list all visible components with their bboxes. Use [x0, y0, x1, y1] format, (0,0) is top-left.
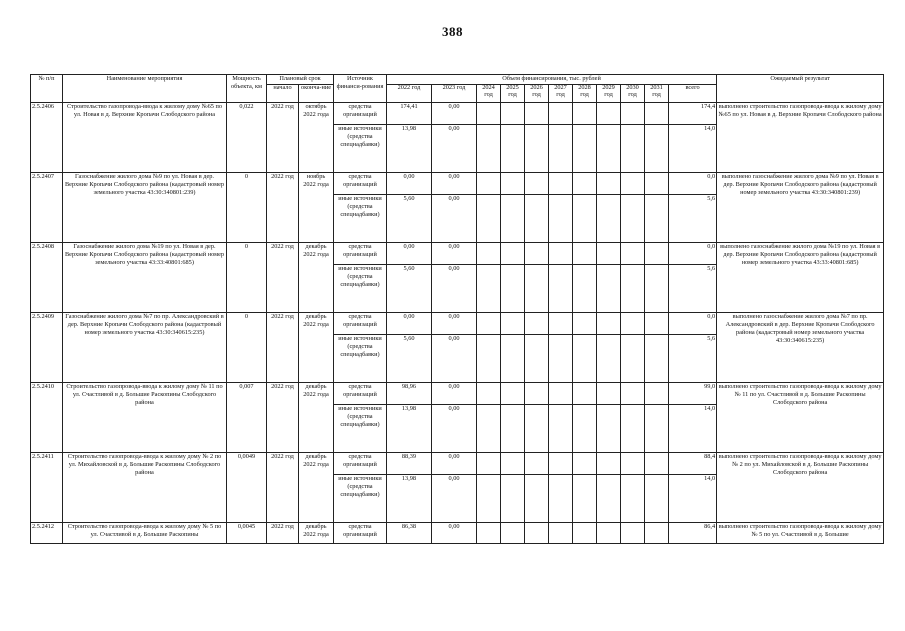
row-id: 2.5.2407: [31, 173, 63, 243]
empty-cell: [525, 475, 549, 523]
empty-cell: [525, 335, 549, 383]
empty-cell: [621, 103, 645, 125]
empty-cell: [573, 125, 597, 173]
row-start: 2022 год: [267, 523, 299, 544]
empty-cell: [525, 195, 549, 243]
row-2023-orgs: 0,00: [432, 243, 477, 265]
row-end: декабрь 2022 года: [299, 383, 334, 453]
col-header-2022: 2022 год: [387, 85, 432, 103]
empty-cell: [621, 523, 645, 544]
empty-cell: [525, 103, 549, 125]
row-result: выполнено строительство газопровода-ввода к жилому дому №65 по ул. Новая в д. Верхние Кропачи Слободского района: [717, 103, 884, 173]
col-header-2023: 2023 год: [432, 85, 477, 103]
row-2023-other: 0,00: [432, 475, 477, 523]
empty-cell: [549, 523, 573, 544]
row-capacity: 0,022: [227, 103, 267, 173]
empty-cell: [573, 523, 597, 544]
empty-cell: [645, 125, 669, 173]
row-end: ноябрь 2022 года: [299, 173, 334, 243]
empty-cell: [597, 383, 621, 405]
empty-cell: [597, 265, 621, 313]
empty-cell: [477, 265, 501, 313]
empty-cell: [621, 335, 645, 383]
col-header-2029: 2029 год: [597, 85, 621, 103]
row-capacity: 0: [227, 173, 267, 243]
empty-cell: [549, 103, 573, 125]
empty-cell: [621, 313, 645, 335]
empty-cell: [621, 243, 645, 265]
row-result: выполнено газоснабжение жилого дома №7 по пр. Александровский в дер. Верхние Кропачи Слободского района (кадастровый номер земельного участка 43:30:340615:235): [717, 313, 884, 383]
empty-cell: [549, 383, 573, 405]
table-row: [31, 383, 884, 405]
empty-cell: [501, 103, 525, 125]
empty-cell: [573, 195, 597, 243]
empty-cell: [477, 475, 501, 523]
empty-cell: [549, 173, 573, 195]
row-total-other: 14,0: [669, 405, 717, 453]
empty-cell: [597, 103, 621, 125]
table-row: [31, 523, 884, 544]
empty-cell: [645, 173, 669, 195]
empty-cell: [549, 243, 573, 265]
empty-cell: [621, 475, 645, 523]
row-2023-orgs: 0,00: [432, 523, 477, 544]
empty-cell: [573, 103, 597, 125]
empty-cell: [645, 265, 669, 313]
empty-cell: [549, 405, 573, 453]
empty-cell: [525, 405, 549, 453]
row-total-orgs: 0,0: [669, 313, 717, 335]
empty-cell: [621, 173, 645, 195]
row-name: Газоснабжение жилого дома №7 по пр. Александровский в дер. Верхние Кропачи Слободского района (кадастровый номер земельного участка 43:30:340615:235): [63, 313, 227, 383]
row-name: Строительство газопровода-ввода к жилому дому № 2 по ул. Михайловской в д. Большие Раскопины Слободского района: [63, 453, 227, 523]
row-id: 2.5.2412: [31, 523, 63, 544]
empty-cell: [549, 335, 573, 383]
empty-cell: [573, 383, 597, 405]
empty-cell: [501, 173, 525, 195]
table-row: [31, 313, 884, 335]
row-capacity: 0,0045: [227, 523, 267, 544]
col-header-funding: Объем финансирования, тыс. рублей: [387, 75, 717, 85]
table-row: [31, 103, 884, 125]
empty-cell: [645, 405, 669, 453]
empty-cell: [525, 243, 549, 265]
row-end: декабрь 2022 года: [299, 313, 334, 383]
col-header-2024: 2024 год: [477, 85, 501, 103]
empty-cell: [597, 523, 621, 544]
col-header-2031: 2031 год: [645, 85, 669, 103]
empty-cell: [597, 453, 621, 475]
empty-cell: [549, 475, 573, 523]
empty-cell: [597, 243, 621, 265]
table-row: [31, 173, 884, 195]
row-result: выполнено строительство газопровода-ввода к жилому дому № 11 по ул. Счастливой в д. Большие Раскопины Слободского района: [717, 383, 884, 453]
row-start: 2022 год: [267, 453, 299, 523]
empty-cell: [597, 335, 621, 383]
empty-cell: [501, 475, 525, 523]
table-row: [31, 243, 884, 265]
empty-cell: [597, 313, 621, 335]
row-2022-other: 13,98: [387, 475, 432, 523]
empty-cell: [573, 405, 597, 453]
empty-cell: [525, 173, 549, 195]
page-number: 388: [442, 24, 463, 39]
empty-cell: [573, 335, 597, 383]
row-capacity: 0: [227, 243, 267, 313]
empty-cell: [597, 475, 621, 523]
row-source-orgs: средства организаций: [334, 383, 387, 405]
row-2023-orgs: 0,00: [432, 173, 477, 195]
empty-cell: [621, 265, 645, 313]
col-header-name: Наименование мероприятия: [63, 75, 227, 103]
table-header: [31, 75, 884, 103]
col-header-no: № п/п: [31, 75, 63, 103]
row-source-other: иные источники (средства спецнадбавки): [334, 335, 387, 383]
empty-cell: [597, 405, 621, 453]
row-2022-other: 5,60: [387, 195, 432, 243]
row-2022-orgs: 0,00: [387, 243, 432, 265]
empty-cell: [525, 383, 549, 405]
empty-cell: [501, 453, 525, 475]
col-header-2030: 2030 год: [621, 85, 645, 103]
row-name: Строительство газопровода-ввода к жилому дому № 11 по ул. Счастливой в д. Большие Раскопины Слободского района: [63, 383, 227, 453]
row-total-orgs: 99,0: [669, 383, 717, 405]
row-total-other: 5,6: [669, 265, 717, 313]
table-row: [31, 453, 884, 475]
row-total-other: 5,6: [669, 335, 717, 383]
col-header-2028: 2028 год: [573, 85, 597, 103]
row-name: Газоснабжение жилого дома №9 по ул. Новая в дер. Верхние Кропачи Слободского района (кадастровый номер земельного участка 43:30:340801:239): [63, 173, 227, 243]
row-start: 2022 год: [267, 243, 299, 313]
row-id: 2.5.2411: [31, 453, 63, 523]
row-id: 2.5.2406: [31, 103, 63, 173]
row-2023-orgs: 0,00: [432, 313, 477, 335]
row-total-orgs: 174,4: [669, 103, 717, 125]
row-2022-other: 5,60: [387, 265, 432, 313]
empty-cell: [549, 453, 573, 475]
row-start: 2022 год: [267, 383, 299, 453]
row-source-other: иные источники (средства спецнадбавки): [334, 195, 387, 243]
row-id: 2.5.2410: [31, 383, 63, 453]
empty-cell: [645, 243, 669, 265]
empty-cell: [477, 335, 501, 383]
empty-cell: [525, 313, 549, 335]
empty-cell: [645, 313, 669, 335]
empty-cell: [573, 313, 597, 335]
empty-cell: [477, 453, 501, 475]
empty-cell: [525, 265, 549, 313]
row-2022-other: 13,98: [387, 405, 432, 453]
empty-cell: [501, 383, 525, 405]
row-source-other: иные источники (средства спецнадбавки): [334, 405, 387, 453]
row-2023-other: 0,00: [432, 265, 477, 313]
row-end: декабрь 2022 года: [299, 523, 334, 544]
row-2022-orgs: 86,38: [387, 523, 432, 544]
row-2023-other: 0,00: [432, 405, 477, 453]
row-source-orgs: средства организаций: [334, 313, 387, 335]
row-end: декабрь 2022 года: [299, 453, 334, 523]
empty-cell: [525, 125, 549, 173]
row-name: Строительство газопровода-ввода к жилому дому №65 по ул. Новая в д. Верхние Кропачи Слободского района: [63, 103, 227, 173]
empty-cell: [549, 195, 573, 243]
empty-cell: [621, 453, 645, 475]
row-id: 2.5.2409: [31, 313, 63, 383]
row-source-orgs: средства организаций: [334, 243, 387, 265]
col-header-start: начало: [267, 85, 299, 103]
empty-cell: [501, 313, 525, 335]
row-capacity: 0,0049: [227, 453, 267, 523]
col-header-result: Ожидаемый результат: [717, 75, 884, 103]
row-end: октябрь 2022 года: [299, 103, 334, 173]
row-2022-orgs: 98,96: [387, 383, 432, 405]
empty-cell: [501, 195, 525, 243]
row-2023-orgs: 0,00: [432, 103, 477, 125]
empty-cell: [573, 265, 597, 313]
row-start: 2022 год: [267, 313, 299, 383]
row-2023-other: 0,00: [432, 195, 477, 243]
row-2022-orgs: 88,39: [387, 453, 432, 475]
empty-cell: [549, 125, 573, 173]
row-end: декабрь 2022 года: [299, 243, 334, 313]
row-total-other: 14,0: [669, 475, 717, 523]
row-name: Газоснабжение жилого дома №19 по ул. Новая в дер. Верхние Кропачи Слободского района (кадастровый номер земельного участка 43:33:40801:685): [63, 243, 227, 313]
row-source-orgs: средства организаций: [334, 523, 387, 544]
row-2023-other: 0,00: [432, 125, 477, 173]
col-header-2027: 2027 год: [549, 85, 573, 103]
row-start: 2022 год: [267, 103, 299, 173]
empty-cell: [549, 313, 573, 335]
empty-cell: [597, 125, 621, 173]
row-total-orgs: 86,4: [669, 523, 717, 544]
row-total-other: 5,6: [669, 195, 717, 243]
row-result: выполнено строительство газопровода-ввода к жилому дому № 2 по ул. Михайловской в д. Большие Раскопины Слободского района: [717, 453, 884, 523]
row-total-other: 14,0: [669, 125, 717, 173]
row-result: выполнено газоснабжение жилого дома №9 по ул. Новая в дер. Верхние Кропачи Слободского района (кадастровый номер земельного участка 43:30:340801:239): [717, 173, 884, 243]
row-result: выполнено строительство газопровода-ввода к жилому дому № 5 по ул. Счастливой в д. Большие: [717, 523, 884, 544]
empty-cell: [645, 335, 669, 383]
row-source-other: иные источники (средства спецнадбавки): [334, 475, 387, 523]
empty-cell: [501, 523, 525, 544]
empty-cell: [477, 523, 501, 544]
empty-cell: [573, 243, 597, 265]
empty-cell: [501, 335, 525, 383]
empty-cell: [501, 243, 525, 265]
table-body: [31, 103, 884, 544]
empty-cell: [573, 453, 597, 475]
empty-cell: [645, 383, 669, 405]
row-name: Строительство газопровода-ввода к жилому дому № 5 по ул. Счастливой в д. Большие Раскопины: [63, 523, 227, 544]
row-id: 2.5.2408: [31, 243, 63, 313]
col-header-total: всего: [669, 85, 717, 103]
row-total-orgs: 0,0: [669, 173, 717, 195]
empty-cell: [477, 195, 501, 243]
col-header-end: оконча-ние: [299, 85, 334, 103]
empty-cell: [477, 313, 501, 335]
row-source-other: иные источники (средства спецнадбавки): [334, 125, 387, 173]
empty-cell: [549, 265, 573, 313]
empty-cell: [477, 103, 501, 125]
row-total-orgs: 0,0: [669, 243, 717, 265]
funding-table: [30, 74, 884, 544]
empty-cell: [477, 125, 501, 173]
empty-cell: [597, 173, 621, 195]
col-header-source: Источник финанси-рования: [334, 75, 387, 103]
row-source-orgs: средства организаций: [334, 173, 387, 195]
row-2022-orgs: 174,41: [387, 103, 432, 125]
empty-cell: [645, 523, 669, 544]
empty-cell: [477, 383, 501, 405]
empty-cell: [501, 125, 525, 173]
row-start: 2022 год: [267, 173, 299, 243]
empty-cell: [573, 173, 597, 195]
empty-cell: [645, 453, 669, 475]
empty-cell: [477, 173, 501, 195]
empty-cell: [525, 523, 549, 544]
row-2022-other: 5,60: [387, 335, 432, 383]
row-2023-other: 0,00: [432, 335, 477, 383]
row-source-other: иные источники (средства спецнадбавки): [334, 265, 387, 313]
empty-cell: [621, 125, 645, 173]
row-source-orgs: средства организаций: [334, 103, 387, 125]
row-2022-other: 13,98: [387, 125, 432, 173]
col-header-2025: 2025 год: [501, 85, 525, 103]
row-2023-orgs: 0,00: [432, 453, 477, 475]
empty-cell: [573, 475, 597, 523]
row-2023-orgs: 0,00: [432, 383, 477, 405]
row-result: выполнено газоснабжение жилого дома №19 по ул. Новая в дер. Верхние Кропачи Слободского района (кадастровый номер земельного участка 43:33:40801:685): [717, 243, 884, 313]
empty-cell: [597, 195, 621, 243]
empty-cell: [477, 243, 501, 265]
empty-cell: [621, 195, 645, 243]
row-source-orgs: средства организаций: [334, 453, 387, 475]
empty-cell: [645, 103, 669, 125]
empty-cell: [621, 405, 645, 453]
col-header-2026: 2026 год: [525, 85, 549, 103]
empty-cell: [477, 405, 501, 453]
row-total-orgs: 88,4: [669, 453, 717, 475]
empty-cell: [645, 475, 669, 523]
row-2022-orgs: 0,00: [387, 313, 432, 335]
row-capacity: 0: [227, 313, 267, 383]
empty-cell: [501, 405, 525, 453]
col-header-term: Плановый срок: [267, 75, 334, 85]
empty-cell: [621, 383, 645, 405]
row-2022-orgs: 0,00: [387, 173, 432, 195]
empty-cell: [525, 453, 549, 475]
empty-cell: [501, 265, 525, 313]
empty-cell: [645, 195, 669, 243]
col-header-capacity: Мощность объекта, км: [227, 75, 267, 103]
row-capacity: 0,007: [227, 383, 267, 453]
